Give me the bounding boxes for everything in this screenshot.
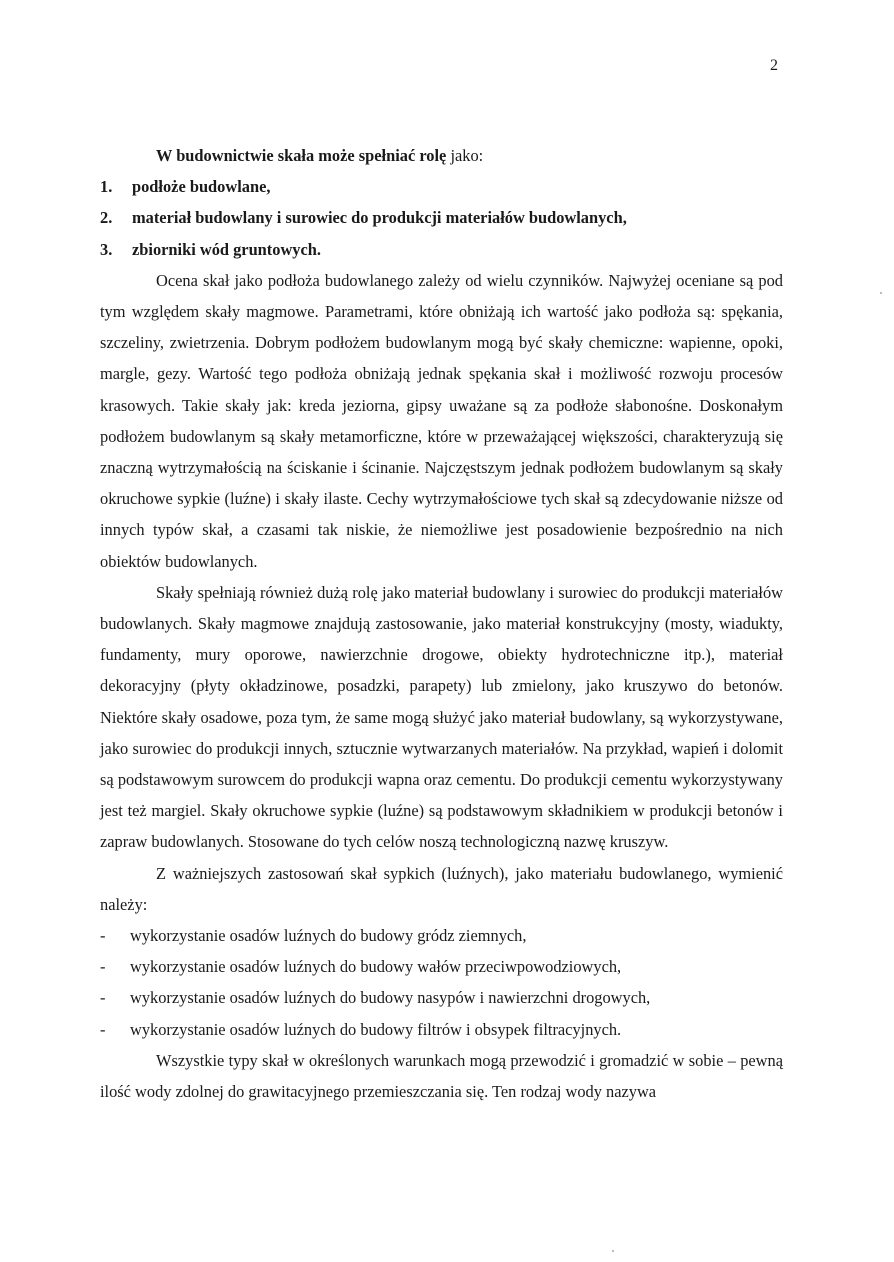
paragraph-building-material: Skały spełniają również dużą rolę jako materiał budowlany i surowiec do produkcji materiałów budowlanych. Skały magmowe znajdują zastosowanie, jako materiał konstrukcyjny (mosty, wiadukty, fundamenty, mury oporowe, nawierzchnie drogowe, obiekty hydrotechniczne itp.), materiał dekoracyjny (płyty okładzinowe, posadzki, parapety) lub zmielony, jako kruszywo do betonów. Niektóre skały osadowe, poza tym, że same mogą służyć jako materiał budowlany, są wykorzystywane, jako surowiec do produkcji innych, sztucznie wytwarzanych materiałów. Na przykład, wapień i dolomit są podstawowym surowcem do produkcji wapna oraz cementu. Do produkcji cementu wykorzystywany jest też margiel. Skały okruchowe sypkie (luźne) są podstawowym składnikiem w produkcji betonów i zapraw budowlanych. Stosowane do tych celów noszą technologiczną nazwę kruszyw.	[100, 582, 783, 852]
paragraph-loose-rock-uses: Z ważniejszych zastosowań skał sypkich (luźnych), jako materiału budowlanego, wymienić należy:	[100, 863, 783, 914]
list-item-text: wykorzystanie osadów luźnych do budowy wałów przeciwpowodziowych,	[130, 957, 622, 977]
scan-speck	[880, 292, 882, 294]
list-item-text: wykorzystanie osadów luźnych do budowy filtrów i obsypek filtracyjnych.	[130, 1019, 622, 1039]
numbered-list	[100, 171, 783, 265]
dash-list-item	[100, 1014, 783, 1045]
intro-bold-text: W budownictwie skała może spełniać rolę	[156, 146, 447, 165]
numbered-list-item	[100, 202, 783, 233]
list-item-text: podłoże budowlane,	[132, 177, 271, 197]
document-body	[100, 140, 783, 1107]
numbered-list-item	[100, 234, 783, 265]
list-dash: -	[100, 988, 106, 1008]
list-dash: -	[100, 957, 106, 977]
list-dash: -	[100, 926, 106, 946]
paragraph-groundwater: Wszystkie typy skał w określonych warunkach mogą przewodzić i gromadzić w sobie – pewną ilość wody zdolnej do grawitacyjnego przemieszczania się. Ten rodzaj wody nazywa	[100, 1050, 783, 1102]
intro-rest-text: jako:	[446, 146, 484, 165]
list-item-text: wykorzystanie osadów luźnych do budowy gródz ziemnych,	[130, 926, 527, 946]
page-number: 2	[770, 57, 778, 74]
list-number: 1.	[100, 177, 113, 197]
list-item-text: materiał budowlany i surowiec do produkcji materiałów budowlanych,	[132, 208, 627, 228]
list-dash: -	[100, 1019, 106, 1039]
list-item-text: zbiorniki wód gruntowych.	[132, 239, 321, 259]
list-number: 3.	[100, 239, 113, 259]
paragraph-building-foundation: Ocena skał jako podłoża budowlanego zależy od wielu czynników. Najwyżej oceniane są pod tym względem skały magmowe. Parametrami, które obniżają ich wartość jako podłoża są: spękania, szczeliny, zwietrzenia. Dobrym podłożem budowlanym mogą być skały chemiczne: wapienne, opoki, margle, gezy. Wartość tego podłoża obniżają jednak spękania skał i możliwość rozwoju procesów krasowych. Takie skały jak: kreda jeziorna, gipsy uważane są za podłoże słabonośne. Doskonałym podłożem budowlanym są skały metamorficzne, które w przeważającej większości, charakteryzują się znaczną wytrzymałością na ściskanie i ścinanie. Najczęstszym jednak podłożem budowlanym są skały okruchowe sypkie (luźne) i skały ilaste. Cechy wytrzymałościowe tych skał są zdecydowanie niższe od innych typów skał, a czasami tak niskie, że niemożliwe jest posadowienie bezpośrednio na nich obiektów budowlanych.	[100, 270, 783, 571]
section-intro	[100, 140, 783, 171]
dash-list	[100, 920, 783, 1045]
list-number: 2.	[100, 208, 113, 228]
dash-list-item	[100, 951, 783, 982]
dash-list-item	[100, 920, 783, 951]
scan-speck	[612, 1250, 614, 1252]
numbered-list-item	[100, 171, 783, 202]
list-item-text: wykorzystanie osadów luźnych do budowy nasypów i nawierzchni drogowych,	[130, 988, 651, 1008]
dash-list-item	[100, 982, 783, 1013]
